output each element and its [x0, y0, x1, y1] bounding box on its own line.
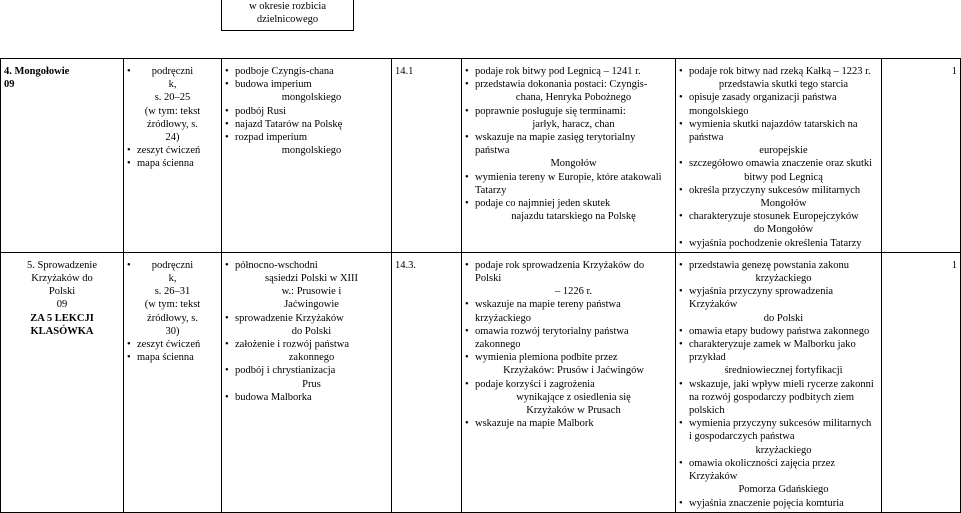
topic-line: Polski — [48, 286, 76, 298]
list-item: • założenie i rozwój państwa zakonnego — [225, 338, 388, 364]
fragment-line: w okresie rozbicia — [249, 1, 326, 12]
source-text: podręczni k, s. 26–31 (w tym: tekst źródłowy, s. 30) — [144, 259, 201, 337]
sources-cell — [124, 252, 222, 512]
list-item: • północno-wschodni sąsiedzi Polski w XIII w.: Prusowie i Jaćwingowie — [225, 259, 388, 312]
list-item: • wymienia tereny w Europie, które atakowali Tatarzy — [465, 171, 672, 197]
list-item: • określa przyczyny sukcesów militarnych Mongołów — [679, 184, 878, 210]
list-item: • najazd Tatarów na Polskę — [225, 118, 388, 131]
topic-line: Krzyżaków do — [31, 273, 93, 285]
table-row — [1, 59, 961, 253]
list-item: • wyjaśnia pochodzenie określenia Tatarzy — [679, 237, 878, 250]
hours-value: 1 — [951, 259, 957, 271]
list-item: • sprowadzenie Krzyżaków do Polski — [225, 312, 388, 338]
topic-cell — [1, 252, 124, 512]
hours-cell — [882, 252, 961, 512]
standard-code: 14.3. — [395, 259, 416, 271]
list-item: • podaje rok sprowadzenia Krzyżaków do Polski – 1226 r. — [465, 259, 672, 299]
list-item: • przedstawia genezę powstania zakonu krzyżackiego — [679, 259, 878, 285]
topic-line: 09 — [56, 299, 68, 311]
list-item: • podaje rok bitwy pod Legnicą – 1241 r. — [465, 65, 672, 78]
list-item: • opisuje zasady organizacji państwa mongolskiego — [679, 91, 878, 117]
list-item: • wskazuje na mapie Malbork — [465, 417, 672, 430]
fragment-previous-row — [221, 0, 354, 31]
topic-line: 09 — [4, 79, 15, 91]
list-item: • rozpad imperium mongolskiego — [225, 131, 388, 157]
sources-cell — [124, 59, 222, 253]
list-item: • szczegółowo omawia znaczenie oraz skutki bitwy pod Legnicą — [679, 157, 878, 183]
hours-cell — [882, 59, 961, 253]
list-item: • podaje korzyści i zagrożenia wynikające z osiedlenia się Krzyżaków w Prusach — [465, 378, 672, 418]
list-item: • poprawnie posługuje się terminami: jarłyk, haracz, chan — [465, 105, 672, 131]
list-item: • charakteryzuje zamek w Malborku jako przykład średniowiecznej fortyfikacji — [679, 338, 878, 378]
content-cell — [222, 252, 392, 512]
list-item: • podbój Rusi — [225, 105, 388, 118]
list-item: • wymienia przyczyny sukcesów militarnych i gospodarczych państwa krzyżackiego — [679, 417, 878, 457]
topic-line: KLASÓWKA — [30, 325, 94, 337]
standard-code: 14.1 — [395, 66, 414, 77]
list-item: • podaje co najmniej jeden skutek najazdu tatarskiego na Polskę — [465, 197, 672, 223]
list-item: • podbój i chrystianizacja Prus — [225, 364, 388, 390]
list-item: • zeszyt ćwiczeń — [127, 338, 218, 351]
list-item: • budowa Malborka — [225, 391, 388, 404]
list-item: • mapa ścienna — [127, 351, 218, 364]
content-cell — [222, 59, 392, 253]
list-item: • podboje Czyngis-chana — [225, 65, 388, 78]
list-item: • omawia okoliczności zajęcia przez Krzyżaków Pomorza Gdańskiego — [679, 457, 878, 497]
topic-line: 4. Mongołowie — [4, 66, 70, 77]
list-item: • wskazuje na mapie zasięg terytorialny państwa Mongołów — [465, 131, 672, 171]
list-item: • wyjaśnia przyczyny sprowadzenia Krzyżaków do Polski — [679, 285, 878, 325]
list-item: • wymienia skutki najazdów tatarskich na państwa europejskie — [679, 118, 878, 158]
topic-line: 5. Sprowadzenie — [27, 259, 97, 271]
list-item: • omawia rozwój terytorialny państwa zakonnego — [465, 325, 672, 351]
list-item: • omawia etapy budowy państwa zakonnego — [679, 325, 878, 338]
list-item: • mapa ścienna — [127, 157, 218, 170]
list-item: • wyjaśnia znaczenie pojęcia komturia — [679, 497, 878, 510]
standard-cell — [392, 252, 462, 512]
fragment-line: dzielnicowego — [256, 14, 319, 26]
extended-requirements-cell — [676, 252, 882, 512]
hours-value: 1 — [951, 66, 957, 77]
source-text: podręczni k, s. 20–25 (w tym: tekst źródłowy, s. 24) — [144, 66, 201, 144]
curriculum-table — [0, 58, 961, 513]
list-item: • wymienia plemiona podbite przez Krzyżaków: Prusów i Jaćwingów — [465, 351, 672, 377]
standard-cell — [392, 59, 462, 253]
table-row — [1, 252, 961, 512]
list-item: • przedstawia dokonania postaci: Czyngis- chana, Henryka Pobożnego — [465, 78, 672, 104]
list-item: • wskazuje na mapie tereny państwa krzyżackiego — [465, 298, 672, 324]
basic-requirements-cell — [462, 59, 676, 253]
extended-requirements-cell — [676, 59, 882, 253]
list-item: • wskazuje, jaki wpływ mieli rycerze zakonni na rozwój gospodarczy podbitych ziem polskich — [679, 378, 878, 418]
basic-requirements-cell — [462, 252, 676, 512]
list-item: przedstawia skutki tego starcia — [718, 79, 849, 91]
list-item: • zeszyt ćwiczeń — [127, 144, 218, 157]
list-item: • charakteryzuje stosunek Europejczyków do Mongołów — [679, 210, 878, 236]
list-item: • podaje rok bitwy nad rzeką Kałką – 1223 r. — [679, 65, 878, 78]
topic-line: ZA 5 LEKCJI — [30, 312, 94, 324]
topic-cell — [1, 59, 124, 253]
list-item: • budowa imperium mongolskiego — [225, 78, 388, 104]
